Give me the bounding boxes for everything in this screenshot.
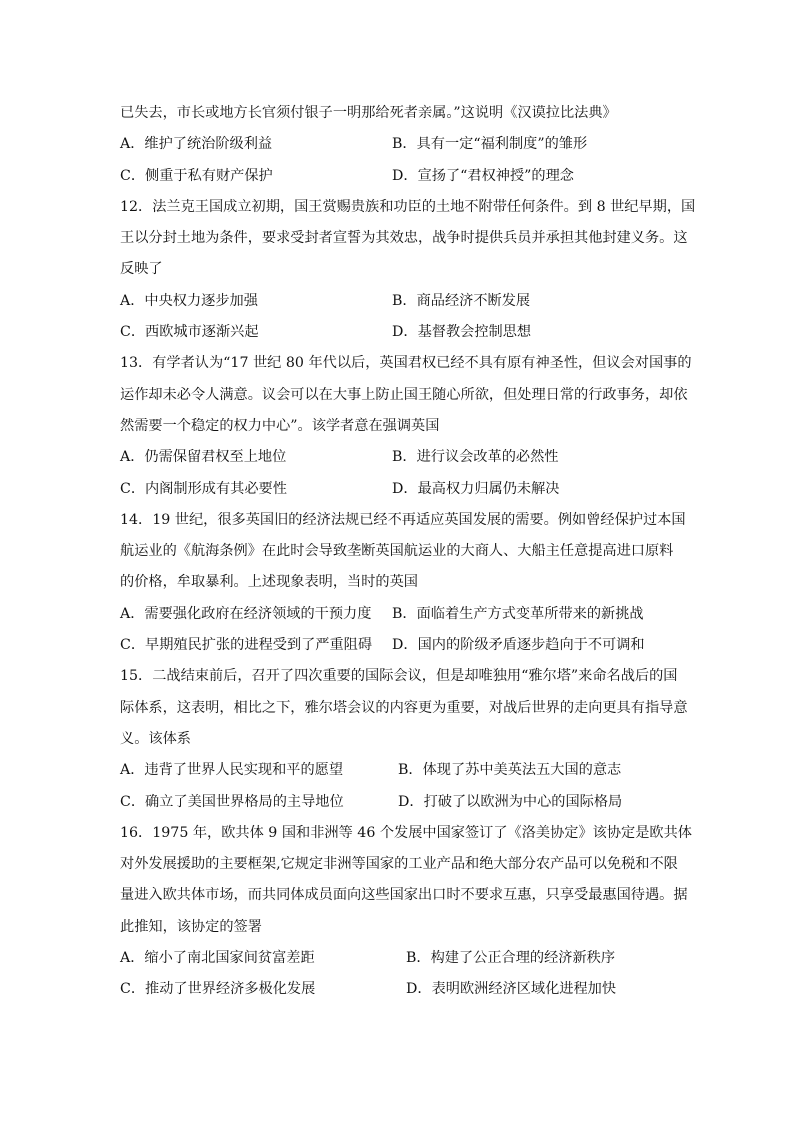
q11-option-b[interactable]: B．具有一定“福利制度”的雏形 xyxy=(392,136,588,153)
q11-options-row-1 xyxy=(120,129,680,160)
q14-option-d[interactable]: D．国内的阶级矛盾逐步趋向于不可调和 xyxy=(392,637,645,654)
q16-options-row-2 xyxy=(120,974,680,1005)
q15-stem xyxy=(120,661,688,755)
q15-stem-line: 15．二战结束前后，召开了四次重要的国际会议，但是却唯独用“雅尔塔”来命名战后的国 xyxy=(120,668,678,685)
q15-option-d[interactable]: D．打破了以欧洲为中心的国际格局 xyxy=(398,793,623,810)
q12-option-a[interactable]: A．中央权力逐步加强 xyxy=(120,292,258,309)
q13-stem xyxy=(120,348,692,442)
q16-stem-line: 16．1975 年，欧共体 9 国和非洲等 46 个发展中国家签订了《洛美协定》该协定是欧共体 xyxy=(120,824,692,841)
q13-option-a[interactable]: A．仍需保留君权至上地位 xyxy=(120,449,287,466)
q16-stem xyxy=(120,818,692,943)
q16-option-a[interactable]: A．缩小了南北国家间贫富差距 xyxy=(120,950,315,967)
q12-option-b[interactable]: B．商品经济不断发展 xyxy=(392,292,531,309)
q12-stem-line: 王以分封土地为条件，要求受封者宣誓为其效忠，战争时提供兵员并承担其他封建义务。这 xyxy=(120,230,688,247)
q15-option-c[interactable]: C．确立了美国世界格局的主导地位 xyxy=(120,793,344,810)
q11-stem-tail: 已失去，市长或地方长官须付银子一明那给死者亲属。”这说明《汉谟拉比法典》 xyxy=(120,105,617,121)
q16-option-b[interactable]: B．构建了公正合理的经济新秩序 xyxy=(406,950,616,967)
q14-option-b[interactable]: B．面临着生产方式变革所带来的新挑战 xyxy=(392,605,644,622)
q14-stem-line: 航运业的《航海条例》在此时会导致垄断英国航运业的大商人、大船主任意提高进口原料 xyxy=(120,543,674,560)
q13-options-row-1 xyxy=(120,442,680,473)
q16-stem-line: 量进入欧共体市场，而共同体成员面向这些国家出口时不要求互惠，只享受最惠国待遇。据 xyxy=(120,887,688,904)
q14-options-row-2 xyxy=(120,630,680,661)
q13-option-d[interactable]: D．最高权力归属仍未解决 xyxy=(392,480,560,497)
q15-stem-line: 际体系，这表明，相比之下，雅尔塔会议的内容更为重要，对战后世界的走向更具有指导意 xyxy=(120,699,688,716)
q15-options-row-1 xyxy=(120,755,680,786)
q16-stem-line: 对外发展援助的主要框架,它规定非洲等国家的工业产品和绝大部分农产品可以免税和不限 xyxy=(120,856,678,873)
q11-option-c[interactable]: C．侧重于私有财产保护 xyxy=(120,167,273,184)
q12-stem-line: 反映了 xyxy=(120,261,163,278)
q12-stem-line: 12．法兰克王国成立初期，国王赏赐贵族和功臣的土地不附带任何条件。到 8 世纪早期，国 xyxy=(120,198,696,215)
q13-stem-line: 运作却未必令人满意。议会可以在大事上防止国王随心所欲，但处理日常的行政事务，却依 xyxy=(120,386,688,403)
q11-option-a[interactable]: A．维护了统治阶级利益 xyxy=(120,136,273,153)
q12-options-row-2 xyxy=(120,317,680,348)
q14-option-a[interactable]: A．需要强化政府在经济领域的干预力度 xyxy=(120,605,372,622)
q14-stem-line: 的价格，牟取暴利。上述现象表明，当时的英国 xyxy=(120,574,418,591)
q15-option-b[interactable]: B．体现了苏中美英法五大国的意志 xyxy=(398,762,622,779)
q16-options-row-1 xyxy=(120,943,680,974)
q15-option-a[interactable]: A．违背了世界人民实现和平的愿望 xyxy=(120,762,344,779)
q14-stem-line: 14．19 世纪，很多英国旧的经济法规已经不再适应英国发展的需要。例如曾经保护过本国 xyxy=(120,511,686,528)
q13-stem-line: 13．有学者认为“17 世纪 80 年代以后，英国君权已经不具有原有神圣性，但议会对国事的 xyxy=(120,355,692,372)
question-list xyxy=(120,98,696,1006)
q16-option-c[interactable]: C．推动了世界经济多极化发展 xyxy=(120,981,316,998)
q13-option-b[interactable]: B．进行议会改革的必然性 xyxy=(392,449,559,466)
q12-options-row-1 xyxy=(120,286,680,317)
q14-option-c[interactable]: C．早期殖民扩张的进程受到了严重阻碍 xyxy=(120,637,373,654)
q16-option-d[interactable]: D．表明欧洲经济区域化进程加快 xyxy=(406,981,617,998)
q16-stem-line: 此推知，该协定的签署 xyxy=(120,918,262,935)
q11-option-d[interactable]: D．宣扬了“君权神授”的理念 xyxy=(392,167,574,184)
q12-option-c[interactable]: C．西欧城市逐渐兴起 xyxy=(120,324,259,341)
q12-option-d[interactable]: D．基督教会控制思想 xyxy=(392,324,532,341)
q14-options-row-1 xyxy=(120,599,680,630)
q11-options-row-2 xyxy=(120,161,680,192)
q15-options-row-2 xyxy=(120,787,680,818)
q15-stem-line: 义。该体系 xyxy=(120,730,191,747)
q13-option-c[interactable]: C．内阁制形成有其必要性 xyxy=(120,480,287,497)
q12-stem xyxy=(120,192,696,286)
q14-stem xyxy=(120,505,686,599)
q13-stem-line: 然需要一个稳定的权力中心”。该学者意在强调英国 xyxy=(120,417,440,434)
q13-options-row-2 xyxy=(120,474,680,505)
